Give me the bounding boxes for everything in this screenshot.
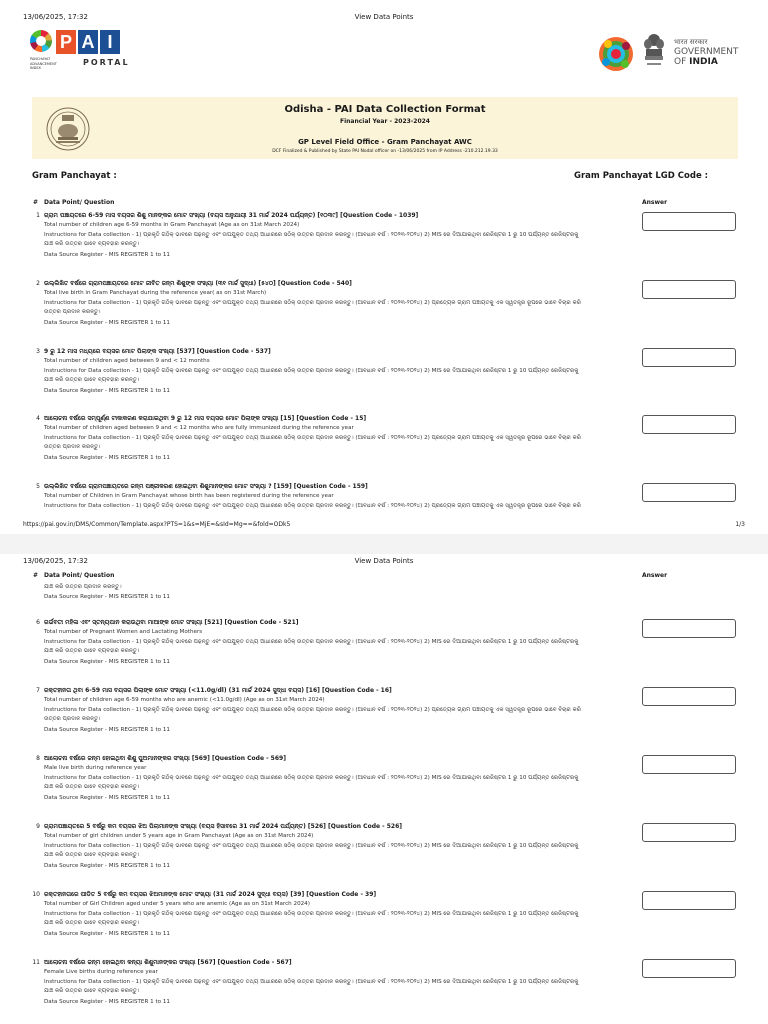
question-instructions: Instructions for Data collection - 1) ପ୍ରକୃତି ଗଠିକ୍ ଭାବରେ ପଢ଼ନ୍ତୁ ଏବଂ ଉପଯୁକ୍ତ ତଥ୍ୟ ଆଧାରରେ ସଠିକ୍ ଉତ୍ତର ପ୍ରଦାନ କରନ୍ତୁ। (ଆବଧାନ ବର୍ଷ : ୨୦୨୩-୨୦୨୪) 2) MIS ରେ ଦିଆଯାଇଥିବା ରେଜିଷ୍ଟର 1 ରୁ 10 ପର୍ଯ୍ୟନ୍ତ ରେଜିଷ୍ଟରକୁ [44,843,579,849]
question-instructions: Instructions for Data collection - 1) ପ୍ରକୃତି ଗଠିକ୍ ଭାବରେ ପଢ଼ନ୍ତୁ ଏବଂ ଉପଯୁକ୍ତ ତଥ୍ୟ ଆଧାରରେ ସଠିକ୍ ଉତ୍ତର ପ୍ରଦାନ କରନ୍ତୁ। (ଆବଧାନ ବର୍ଷ : ୨୦୨୩-୨୦୨୪) 2) MIS ରେ ଦିଆଯାଇଥିବା ରେଜିଷ୍ଟର 1 ରୁ 10 ପର୍ଯ୍ୟନ୍ତ ରେଜିଷ୍ଟରକୁ [44,232,579,238]
question-data-source: Data Source Register - MIS REGISTER 1 to 11 [44,863,170,869]
question-english: Total number of Pregnant Women and Lactating Mothers [44,629,203,635]
goi-line2 [674,57,738,67]
print-url: https://pai.gov.in/DMS/Common/Template.aspx?PTS=1&s=MjE=&sId=Mg==&fold=ODk5 [23,521,291,528]
question-instructions: Instructions for Data collection - 1) ପ୍ରକୃତି ଗଠିକ୍ ଭାବରେ ପଢ଼ନ୍ତୁ ଏବଂ ଉପଯୁକ୍ତ ତଥ୍ୟ ଆଧାରରେ ସଠିକ୍ ଉତ୍ତର ପ୍ରଦାନ କରନ୍ତୁ। (ଆବଧାନ ବର୍ଷ : ୨୦୨୩-୨୦୨୪) 2) MIS ରେ ଦିଆଯାଇଥିବା ରେଜିଷ୍ଟର 1 ରୁ 10 ପର୍ଯ୍ୟନ୍ତ ରେଜିଷ୍ଟରକୁ [44,911,579,917]
question-data-source: Data Source Register - MIS REGISTER 1 to 11 [44,252,170,258]
question-number: 2 [36,280,40,287]
question-data-source: Data Source Register - MIS REGISTER 1 to 11 [44,388,170,394]
pai-letter-a: A [78,30,98,54]
question-title: ରକ୍ତହୀନତାରେ ପୀଡିତ 5 ବର୍ଷରୁ କମ ବୟସର ଝିଅମାନଙ୍କ ମୋଟ ସଂଖ୍ୟା (31 ମାର୍ଚ୍ଚ 2024 ସୁଦ୍ଧା ବୟସ) [39] [Question Code - 39] [44,891,377,898]
finalized-info: DCF Finalized & Published by State PAI Nodal officer on -13/06/2025 from IP Address -210.212.19.33 [272,149,498,154]
question-instructions-cont: ଯାଞ୍ଚ କରି ଉତ୍ତର ଭାବେ ବ୍ୟବହାର କରନ୍ତୁ। [44,648,140,654]
question-instructions-cont: ଯାଞ୍ଚ କରି ଉତ୍ତର ଭାବେ ବ୍ୟବହାର କରନ୍ତୁ। [44,241,140,247]
answer-input[interactable] [642,959,736,978]
question-instructions: Instructions for Data collection - 1) ପ୍ରକୃତି ଗଠିକ୍ ଭାବରେ ପଢ଼ନ୍ତୁ ଏବଂ ଉପଯୁକ୍ତ ତଥ୍ୟ ଆଧାରରେ ସଠିକ୍ ଉତ୍ତର ପ୍ରଦାନ କରନ୍ତୁ। (ଆବଧାନ ବର୍ଷ : ୨୦୨୩-୨୦୨୪) 2) ପ୍ରତ୍ୟେକ ଗ୍ରାମ ପଞ୍ଚାୟତକୁ ଏକ ସ୍ୱତନ୍ତ୍ର ରୂପରେ ଭାବେ ବିଚାର କରି [44,503,581,509]
goi-line2-pre: OF [674,57,690,67]
print-header [0,13,768,25]
pai-letter-i: I [100,30,120,54]
question-number: 7 [36,687,40,694]
question-title: ଉଲ୍ଲିଖିତ ବର୍ଷରେ ଗ୍ରାମପଞ୍ଚାୟତରେ ମୋଟ ଜୀବିତ ଜନ୍ମ ଶିଶୁଙ୍କ ସଂଖ୍ୟା (୩୧ ମାର୍ଚ୍ଚ ସୁଦ୍ଧା) [୫୪୦] [Question Code - 540] [44,280,352,287]
question-data-source: Data Source Register - MIS REGISTER 1 to 11 [44,320,170,326]
question-instructions-cont: ଯାଞ୍ଚ କରି ଉତ୍ତର ଭାବେ ବ୍ୟବହାର କରନ୍ତୁ। [44,920,140,926]
question-english: Total number of children aged between 9 and < 12 months [44,358,210,364]
question-title: ଗ୍ରାମପଞ୍ଚାୟତରେ 5 ବର୍ଷରୁ କମ ବୟସର ଝିଅ ପିଲାମାନଙ୍କ ସଂଖ୍ୟା (ବୟସ ହିସାବରେ 31 ମାର୍ଚ୍ଚ 2024 ପର୍ଯ୍ୟନ୍ତ) [526] [Question Code - 526] [44,823,402,830]
question-title: ଗ୍ରାମ ପଞ୍ଚାୟତରେ 6-59 ମାସ ବୟସର ଶିଶୁ ମାନଙ୍କର ମୋଟ ସଂଖ୍ୟା (ବୟସ ଅନୁଯାୟୀ 31 ମାର୍ଚ୍ଚ 2024 ପର୍ଯ୍ୟନ୍ତ) [୧୦୩୯] [Question Code - 1039] [44,212,419,219]
question-number: 4 [36,415,40,422]
national-emblem-icon [642,32,666,70]
goi-hindi-text: भारत सरकार [674,38,708,46]
question-title: ଆଲୋଚନା ବର୍ଷରେ ଜନ୍ମ ହୋଇଥିବା ଶିଶୁ ପୁଅମାନଙ୍କର ସଂଖ୍ୟା [569] [Question Code - 569] [44,755,286,762]
question-number: 8 [36,755,40,762]
goi-line1: GOVERNMENT [674,47,739,57]
office-level: GP Level Field Office - Gram Panchayat AWC [298,138,472,146]
government-logos [598,30,738,76]
question-number: 3 [36,348,40,355]
print-datetime-2: 13/06/2025, 17:32 [23,557,88,565]
format-title: Odisha - PAI Data Collection Format [284,104,486,115]
table-header-2 [0,572,768,582]
question-title: 9 ରୁ 12 ମାସ ମଧ୍ୟରେ ବୟସର ମୋଟ ପିଲାଙ୍କ ସଂଖ୍ୟା [537] [Question Code - 537] [44,348,271,355]
question-english: Total number of girl children under 5 years age in Gram Panchayat (Age as on 31st March 2024) [44,833,314,839]
question-title: ଗର୍ଭବତୀ ମହିଳା ଏବଂ ସ୍ତନ୍ୟପାନ କରାଉଥିବା ମାଆଙ୍କ ମୋଟ ସଂଖ୍ୟା [521] [Question Code - 521] [44,619,299,626]
sdg-wheel-icon [598,36,634,72]
answer-input[interactable] [642,687,736,706]
question-english: Female Live births during reference year [44,969,158,975]
answer-input[interactable] [642,823,736,842]
question-instructions-cont: ଯାଞ୍ଚ କରି ଉତ୍ତର ଭାବେ ବ୍ୟବହାର କରନ୍ତୁ। [44,852,140,858]
question-title: ଆଲୋଚନା ବର୍ଷରେ ସମ୍ପୂର୍ଣ୍ଣ ଟୀକାକରଣ କରାଯାଇଥିବା 9 ରୁ 12 ମାସ ବୟସର ମୋଟ ପିଲାଙ୍କ ସଂଖ୍ୟା [15] [Question Code - 15] [44,415,367,422]
question-title: ରକ୍ତହୀନତା ଥିବା 6-59 ମାସ ବୟସର ପିଲାଙ୍କ ମୋଟ ସଂଖ୍ୟା (<11.0g/dl) (31 ମାର୍ଚ୍ଚ 2024 ସୁଦ୍ଧା ବୟସ) [16] [Question Code - 16] [44,687,392,694]
question-instructions-cont: ଉତ୍ତର ପ୍ରଦାନ କରନ୍ତୁ। [44,444,101,450]
question-instructions-cont: ଉତ୍ତର ପ୍ରଦାନ କରନ୍ତୁ। [44,716,101,722]
answer-input[interactable] [642,483,736,502]
carryover-line: ଯାଞ୍ଚ କରି ଉତ୍ତର ପ୍ରଦାନ କରନ୍ତୁ। [44,584,122,590]
column-question: Data Point/ Question [44,199,115,206]
question-number: 1 [36,212,40,219]
question-instructions: Instructions for Data collection - 1) ପ୍ରକୃତି ଗଠିକ୍ ଭାବରେ ପଢ଼ନ୍ତୁ ଏବଂ ଉପଯୁକ୍ତ ତଥ୍ୟ ଆଧାରରେ ସଠିକ୍ ଉତ୍ତର ପ୍ରଦାନ କରନ୍ତୁ। (ଆବଧାନ ବର୍ଷ : ୨୦୨୩-୨୦୨୪) 2) ପ୍ରତ୍ୟେକ ଗ୍ରାମ ପଞ୍ଚାୟତକୁ ଏକ ସ୍ୱତନ୍ତ୍ର ରୂପରେ ଭାବେ ବିଚାର କରି [44,300,581,306]
question-number: 9 [36,823,40,830]
question-instructions: Instructions for Data collection - 1) ପ୍ରକୃତି ଗଠିକ୍ ଭାବରେ ପଢ଼ନ୍ତୁ ଏବଂ ଉପଯୁକ୍ତ ତଥ୍ୟ ଆଧାରରେ ସଠିକ୍ ଉତ୍ତର ପ୍ରଦାନ କରନ୍ତୁ। (ଆବଧାନ ବର୍ଷ : ୨୦୨୩-୨୦୨୪) 2) MIS ରେ ଦିଆଯାଇଥିବା ରେଜିଷ୍ଟର 1 ରୁ 10 ପର୍ଯ୍ୟନ୍ତ ରେଜିଷ୍ଟରକୁ [44,979,579,985]
goi-line2-bold: INDIA [689,57,718,67]
pai-ring-icon [30,30,52,52]
print-title-2: View Data Points [354,557,414,565]
financial-year: Financial Year - 2023-2024 [340,118,430,125]
question-instructions-cont: ଯାଞ୍ଚ କରି ଉତ୍ତର ଭାବେ ବ୍ୟବହାର କରନ୍ତୁ। [44,784,140,790]
lgd-code-label: Gram Panchayat LGD Code : [574,171,709,181]
question-data-source: Data Source Register - MIS REGISTER 1 to 11 [44,727,170,733]
question-instructions: Instructions for Data collection - 1) ପ୍ରକୃତି ଗଠିକ୍ ଭାବରେ ପଢ଼ନ୍ତୁ ଏବଂ ଉପଯୁକ୍ତ ତଥ୍ୟ ଆଧାରରେ ସଠିକ୍ ଉତ୍ତର ପ୍ରଦାନ କରନ୍ତୁ। (ଆବଧାନ ବର୍ଷ : ୨୦୨୩-୨୦୨୪) 2) MIS ରେ ଦିଆଯାଇଥିବା ରେଜିଷ୍ଟର 1 ରୁ 10 ପର୍ଯ୍ୟନ୍ତ ରେଜିଷ୍ଟରକୁ [44,639,579,645]
column-question-2: Data Point/ Question [44,572,115,579]
question-instructions-cont: ଯାଞ୍ଚ କରି ଉତ୍ତର ଭାବେ ବ୍ୟବହାର କରନ୍ତୁ। [44,988,140,994]
question-number: 6 [36,619,40,626]
table-header [0,199,768,209]
question-data-source: Data Source Register - MIS REGISTER 1 to 11 [44,455,170,461]
answer-input[interactable] [642,415,736,434]
column-answer: Answer [642,199,668,206]
question-instructions-cont: ଉତ୍ତର ପ୍ରଦାନ କରନ୍ତୁ। [44,309,101,315]
column-hash-2: # [33,572,39,579]
pai-portal-logo [30,30,140,72]
pai-subtitle: PANCHAYAT ADVANCEMENT INDEX [30,57,57,70]
question-english: Total number of Girl Children aged under 5 years who are anemic (Age as on 31st March 2024) [44,901,310,907]
carryover-source: Data Source Register - MIS REGISTER 1 to 11 [44,594,170,600]
question-english: Total live birth in Gram Panchayat during the reference year( as on 31st March) [44,290,267,296]
question-instructions: Instructions for Data collection - 1) ପ୍ରକୃତି ଗଠିକ୍ ଭାବରେ ପଢ଼ନ୍ତୁ ଏବଂ ଉପଯୁକ୍ତ ତଥ୍ୟ ଆଧାରରେ ସଠିକ୍ ଉତ୍ତର ପ୍ରଦାନ କରନ୍ତୁ। (ଆବଧାନ ବର୍ଷ : ୨୦୨୩-୨୦୨୪) 2) MIS ରେ ଦିଆଯାଇଥିବା ରେଜିଷ୍ଟର 1 ରୁ 10 ପର୍ଯ୍ୟନ୍ତ ରେଜିଷ୍ଟରକୁ [44,775,579,781]
question-instructions: Instructions for Data collection - 1) ପ୍ରକୃତି ଗଠିକ୍ ଭାବରେ ପଢ଼ନ୍ତୁ ଏବଂ ଉପଯୁକ୍ତ ତଥ୍ୟ ଆଧାରରେ ସଠିକ୍ ଉତ୍ତର ପ୍ରଦାନ କରନ୍ତୁ। (ଆବଧାନ ବର୍ଷ : ୨୦୨୩-୨୦୨୪) 2) ପ୍ରତ୍ୟେକ ଗ୍ରାମ ପଞ୍ଚାୟତକୁ ଏକ ସ୍ୱତନ୍ତ୍ର ରୂପରେ ଭାବେ ବିଚାର କରି [44,435,581,441]
question-instructions-cont: ଯାଞ୍ଚ କରି ଉତ୍ତର ଭାବେ ବ୍ୟବହାର କରନ୍ତୁ। [44,377,140,383]
column-hash: # [33,199,39,206]
answer-input[interactable] [642,348,736,367]
answer-input[interactable] [642,280,736,299]
answer-input[interactable] [642,619,736,638]
question-data-source: Data Source Register - MIS REGISTER 1 to 11 [44,659,170,665]
column-answer-2: Answer [642,572,668,579]
question-english: Total number of children aged between 9 and < 12 months who are fully immunized during the reference year [44,425,354,431]
question-english: Total number of children age 6-59 months in Gram Panchayat (Age as on 31st March 2024) [44,222,300,228]
page-number: 1/3 [735,521,745,528]
answer-input[interactable] [642,755,736,774]
question-title: ଆଲୋଚନା ବର୍ଷରେ ଜନ୍ମ ହୋଇଥିବା କନ୍ୟା ଶିଶୁମାନଙ୍କର ସଂଖ୍ୟା [567] [Question Code - 567] [44,959,292,966]
question-english: Male live birth during reference year [44,765,147,771]
gram-panchayat-label: Gram Panchayat : [32,171,117,181]
question-data-source: Data Source Register - MIS REGISTER 1 to 11 [44,795,170,801]
print-header-2 [0,557,768,569]
page-break [0,534,768,554]
answer-input[interactable] [642,212,736,231]
question-data-source: Data Source Register - MIS REGISTER 1 to 11 [44,999,170,1005]
question-data-source: Data Source Register - MIS REGISTER 1 to 11 [44,931,170,937]
question-number: 5 [36,483,40,490]
question-title: ଉଲ୍ଲିଖିତ ବର୍ଷରେ ଗ୍ରାମପଞ୍ଚାୟତରେ ଜନ୍ମ ପଞ୍ଜୀକରଣ ହୋଇଥିବା ଶିଶୁମାନଙ୍କର ମୋଟ ସଂଖ୍ୟା ? [159] [Question Code - 159] [44,483,368,490]
question-english: Total number of children age 6-59 months who are anemic (<11.0g/dl) (Age as on 31st March 2024) [44,697,325,703]
print-datetime: 13/06/2025, 17:32 [23,13,88,21]
goi-english-text [674,47,738,67]
pai-letter-p: P [56,30,76,54]
question-english: Total number of Children in Gram Panchayat whose birth has been registered during the reference year [44,493,334,499]
question-number: 10 [32,891,40,898]
pai-portal-text: PORTAL [83,58,130,67]
question-number: 11 [32,959,40,966]
question-instructions: Instructions for Data collection - 1) ପ୍ରକୃତି ଗଠିକ୍ ଭାବରେ ପଢ଼ନ୍ତୁ ଏବଂ ଉପଯୁକ୍ତ ତଥ୍ୟ ଆଧାରରେ ସଠିକ୍ ଉତ୍ତର ପ୍ରଦାନ କରନ୍ତୁ। (ଆବଧାନ ବର୍ଷ : ୨୦୨୩-୨୦୨୪) 2) MIS ରେ ଦିଆଯାଇଥିବା ରେଜିଷ୍ଟର 1 ରୁ 10 ପର୍ଯ୍ୟନ୍ତ ରେଜିଷ୍ଟରକୁ [44,368,579,374]
print-title: View Data Points [354,13,414,21]
question-instructions: Instructions for Data collection - 1) ପ୍ରକୃତି ଗଠିକ୍ ଭାବରେ ପଢ଼ନ୍ତୁ ଏବଂ ଉପଯୁକ୍ତ ତଥ୍ୟ ଆଧାରରେ ସଠିକ୍ ଉତ୍ତର ପ୍ରଦାନ କରନ୍ତୁ। (ଆବଧାନ ବର୍ଷ : ୨୦୨୩-୨୦୨୪) 2) ପ୍ରତ୍ୟେକ ଗ୍ରାମ ପଞ୍ଚାୟତକୁ ଏକ ସ୍ୱତନ୍ତ୍ର ରୂପରେ ଭାବେ ବିଚାର କରି [44,707,581,713]
format-header-band [32,97,738,159]
answer-input[interactable] [642,891,736,910]
